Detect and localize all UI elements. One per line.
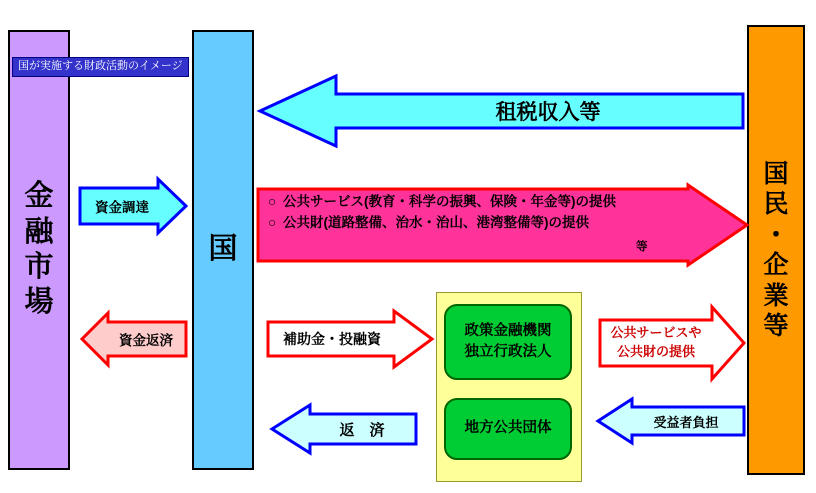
- flow-funding-label: 資金調達: [95, 200, 149, 215]
- pillar-char: 場: [24, 286, 54, 319]
- flow-fund-repayment-market-label: 資金返済: [119, 333, 173, 348]
- agency-box-line1: 地方公共団体: [464, 420, 552, 437]
- flow-repayment: [270, 402, 418, 456]
- agency-box-local-government: [444, 398, 572, 460]
- flow-subsidy-investment: [266, 308, 434, 370]
- pillar-country: [192, 30, 254, 470]
- bullet-circle-icon: ○: [268, 194, 277, 209]
- pillar-char: 金: [24, 180, 54, 213]
- pillar-char: ・: [763, 220, 789, 249]
- flow-public-services-etc: 等: [636, 241, 648, 253]
- flow-beneficiary-burden-label: 受益者負担: [653, 414, 719, 430]
- flow-public-services-right-line2: 公共財の提供: [616, 344, 695, 359]
- flow-public-services-right-label: [600, 304, 712, 382]
- flow-subsidy-investment-label: 補助金・投融資: [283, 331, 381, 347]
- flow-funding: [78, 176, 188, 236]
- flow-fund-repayment-market: [80, 310, 188, 368]
- pillar-char: 企: [763, 251, 789, 279]
- flow-public-services-right-line1: 公共サービスや: [610, 325, 702, 341]
- flow-public-services-line1-text: 公共サービス(教育・科学の振興、保険・年金等)の提供: [283, 194, 616, 209]
- pillar-char: 市: [24, 251, 54, 283]
- pillar-financial-market: [8, 30, 70, 470]
- flow-public-services: [256, 183, 749, 267]
- pillar-char: 業: [763, 281, 789, 310]
- flow-beneficiary-burden: [596, 396, 746, 446]
- pillar-people-and-companies: [747, 25, 805, 475]
- flow-tax-revenue: [258, 72, 745, 150]
- flow-public-services-line2: [268, 213, 688, 234]
- pillar-char: 国: [208, 233, 238, 266]
- agency-box-line1: 政策金融機関: [464, 322, 552, 339]
- pillar-char: 国: [763, 159, 789, 188]
- pillar-char: 融: [24, 215, 54, 248]
- agency-box-policy-finance: [444, 304, 572, 380]
- bullet-circle-icon: ○: [268, 214, 277, 230]
- flow-public-services-right: [598, 304, 746, 382]
- diagram-title-tag: 国が実施する財政活動のイメージ: [12, 57, 189, 77]
- pillar-char: 等: [763, 312, 789, 340]
- flow-tax-revenue-label: 租税収入等: [495, 101, 601, 124]
- flow-public-services-line2-text: 公共財(道路整備、治水・治山、港湾整備等)の提供: [283, 214, 589, 230]
- agency-box-line2: 独立行政法人: [464, 344, 552, 360]
- flow-public-services-text: [268, 192, 688, 234]
- flow-public-services-line1: [268, 192, 688, 213]
- pillar-char: 民: [763, 190, 789, 218]
- flow-repayment-label: 返 済: [339, 421, 385, 439]
